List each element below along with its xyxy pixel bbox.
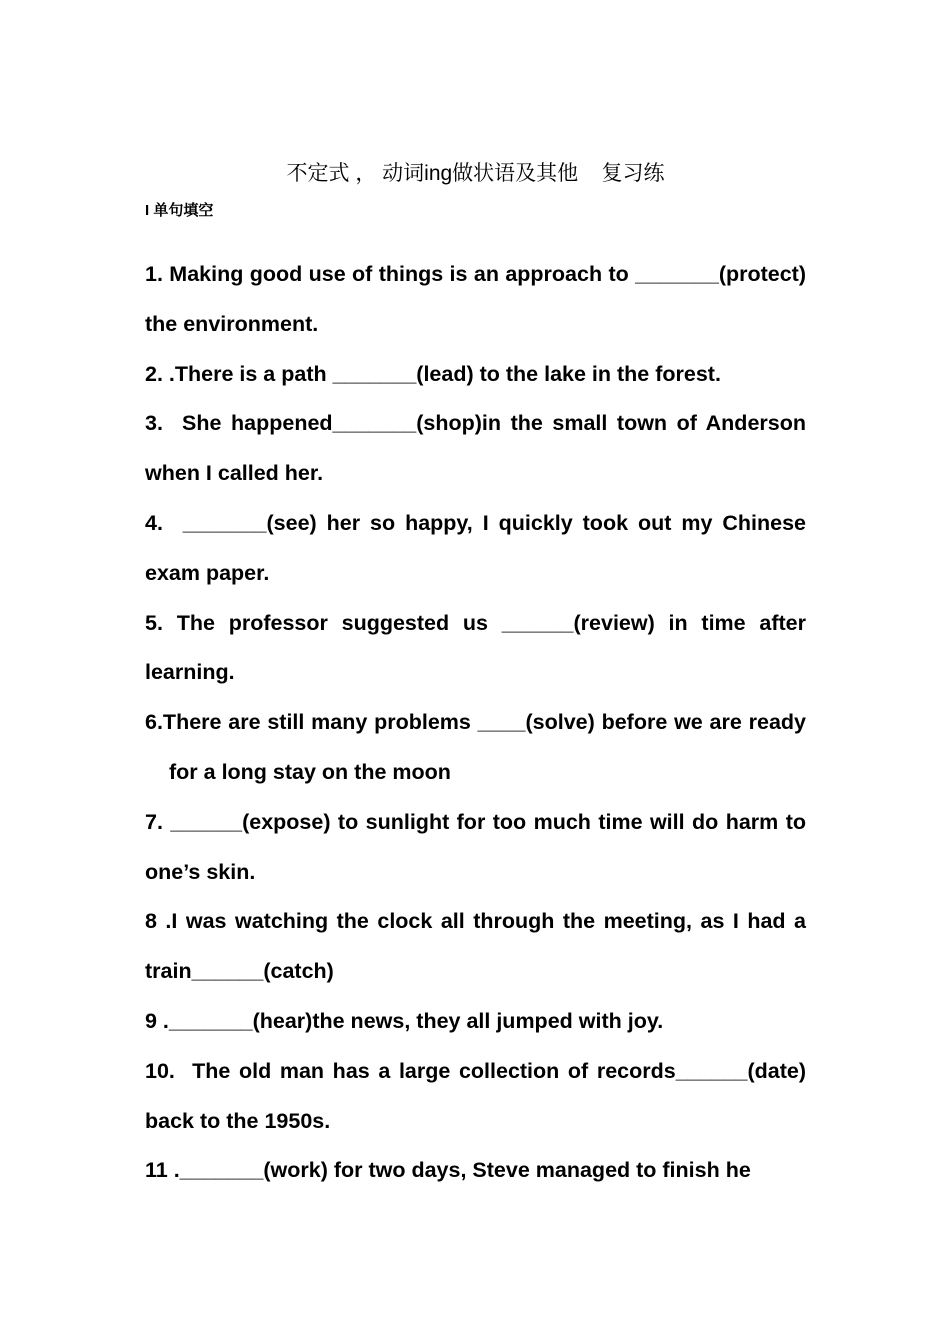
question-11: 11 ._______(work) for two days, Steve managed to finish he (145, 1158, 751, 1183)
question-5: 5. The professor suggested us ______(review) in time after learning. (145, 610, 812, 685)
question-10: 10. The old man has a large collection of records______(date) back to the 1950s. (145, 1058, 812, 1133)
question-4: 4. _______(see) her so happy, I quickly took out my Chinese exam paper. (145, 510, 812, 585)
question-list (145, 250, 812, 1196)
question-3: 3. She happened_______(shop)in the small town of Anderson when I called her. (145, 411, 812, 486)
question-2: 2. .There is a path _______(lead) to the lake in the forest. (145, 361, 721, 386)
document-title: 不定式 ， 动词ing做状语及其他 复习练 (286, 162, 665, 185)
question-9: 9 ._______(hear)the news, they all jumped with joy. (145, 1008, 664, 1033)
question-1: 1. Making good use of things is an approach to _______(protect) the environment. (145, 262, 812, 336)
question-8: 8 .I was watching the clock all through the meeting, as I had a train______(catch) (145, 909, 812, 984)
section-heading: I 单句填空 (145, 202, 214, 219)
question-6: 6.There are still many problems ____(solve) before we are ready for a long stay on the moon (145, 710, 812, 784)
question-7: 7. ______(expose) to sunlight for too much time will do harm to one’s skin. (145, 809, 812, 884)
